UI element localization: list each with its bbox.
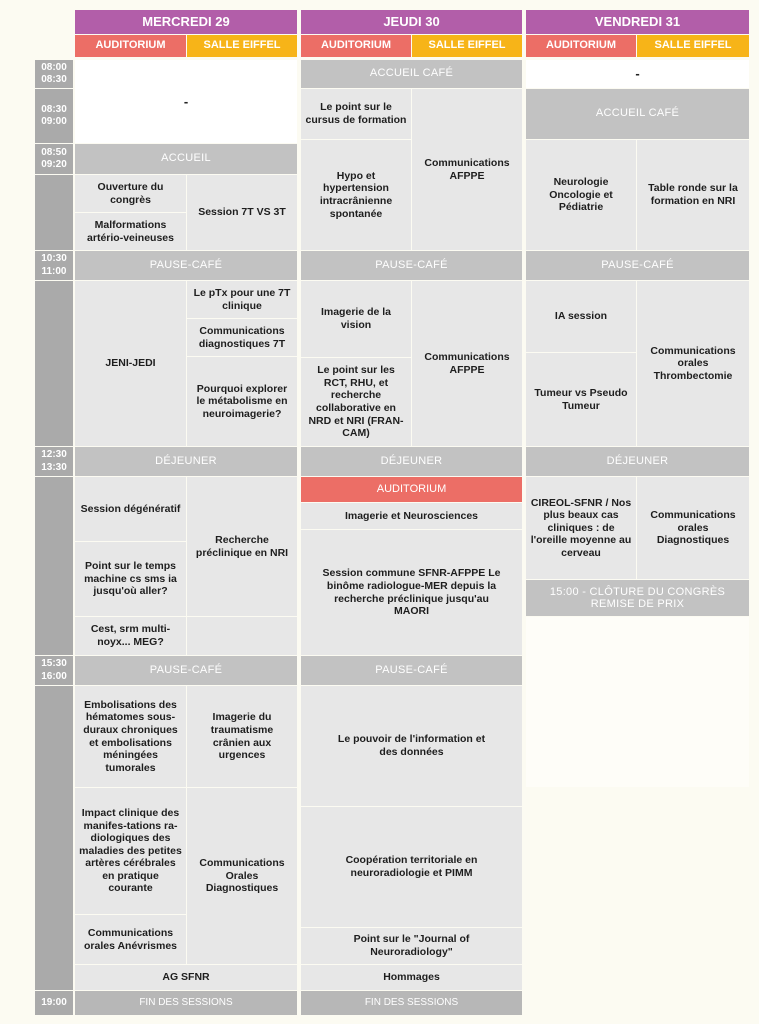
session-malformations[interactable]: Malformations artério-veineuses [75, 213, 186, 250]
dejeuner-band: DÉJEUNER [75, 447, 297, 476]
session-neurosciences[interactable]: Imagerie et Neurosciences [301, 503, 522, 529]
auditorium-band: AUDITORIUM [301, 477, 522, 502]
day-header-vendredi: VENDREDI 31 [526, 10, 749, 34]
session-thrombectomie[interactable]: Communications orales Thrombectomie [637, 281, 749, 446]
session-pourquoi[interactable]: Pourquoi explorer le métabolisme en neuroimagerie? [187, 357, 297, 446]
time-spacer [35, 175, 73, 250]
session-ptx[interactable]: Le pTx pour une 7T clinique [187, 281, 297, 318]
room-auditorium: AUDITORIUM [75, 35, 186, 57]
session-recherche-preclinique[interactable]: Recherche préclinique en NRI [187, 477, 297, 616]
session-ag-sfnr[interactable]: AG SFNR [75, 965, 297, 990]
session-embolisations[interactable]: Embolisations des hématomes sous-duraux chroniques et embolisations méningées tumorales [75, 686, 186, 787]
session-cooperation[interactable]: Coopération territoriale en neuroradiologie et PIMM [301, 807, 522, 927]
session-journal[interactable]: Point sur le "Journal of Neuroradiology" [301, 928, 522, 964]
pause-cafe-band: PAUSE-CAFÉ [75, 656, 297, 685]
accueil-cafe-band: ACCUEIL CAFÉ [301, 60, 522, 88]
time-slot: 08:00 08:30 [35, 60, 73, 88]
fin-des-sessions: FIN DES SESSIONS [301, 991, 522, 1015]
session-comm-afppe[interactable]: Communications AFPPE [412, 281, 522, 446]
time-spacer [35, 686, 73, 990]
time-slot: 08:50 09:20 [35, 144, 73, 174]
session-neurologie[interactable]: Neurologie Oncologie et Pédiatrie [526, 140, 636, 250]
day-header-mercredi: MERCREDI 29 [75, 10, 297, 34]
time-slot: 19:00 [35, 991, 73, 1015]
dejeuner-band: DÉJEUNER [526, 447, 749, 476]
session-imagerie-traumatisme[interactable]: Imagerie du traumatisme crânien aux urgences [187, 686, 297, 787]
time-slot: 15:30 16:00 [35, 656, 73, 685]
session-comm-diag-7t[interactable]: Communications diagnostiques 7T [187, 319, 297, 356]
time-spacer [35, 281, 73, 446]
time-spacer [35, 477, 73, 655]
fin-des-sessions: FIN DES SESSIONS [75, 991, 297, 1015]
empty-slot: - [526, 60, 749, 88]
session-7t-vs-3t[interactable]: Session 7T VS 3T [187, 175, 297, 250]
session-hommages[interactable]: Hommages [301, 965, 522, 990]
session-vision[interactable]: Imagerie de la vision [301, 281, 411, 357]
empty-slot: - [75, 60, 297, 143]
session-commune-sfnr-afppe[interactable]: Session commune SFNR-AFPPE Le binôme radiologue-MER depuis la recherche préclinique jusqu'au MAORI [301, 530, 522, 655]
cloture-band: 15:00 - CLÔTURE DU CONGRÈS REMISE DE PRIX [526, 580, 749, 616]
room-auditorium: AUDITORIUM [301, 35, 411, 57]
pause-cafe-band: PAUSE-CAFÉ [75, 251, 297, 280]
session-degeneratif[interactable]: Session dégénératif [75, 477, 186, 541]
session-ia[interactable]: IA session [526, 281, 636, 352]
session-comm-orales-diag[interactable]: Communications Orales Diagnostiques [187, 788, 297, 964]
session-jeni-jedi[interactable]: JENI-JEDI [75, 281, 186, 446]
empty-area [526, 617, 749, 787]
room-salle-eiffel: SALLE EIFFEL [637, 35, 749, 57]
session-ouverture[interactable]: Ouverture du congrès [75, 175, 186, 212]
session-cursus[interactable]: Le point sur le cursus de formation [301, 89, 411, 139]
session-impact-clinique[interactable]: Impact clinique des manifes-tations ra-diologiques des maladies des petites artères cérébrales en pratique courante [75, 788, 186, 914]
accueil-band: ACCUEIL [75, 144, 297, 174]
session-comm-anevrismes[interactable]: Communications orales Anévrismes [75, 915, 186, 964]
time-slot: 12:30 13:30 [35, 447, 73, 476]
session-point-temps[interactable]: Point sur le temps machine cs sms ia jusqu'où aller? [75, 542, 186, 616]
pause-cafe-band: PAUSE-CAFÉ [526, 251, 749, 280]
time-slot: 10:30 11:00 [35, 251, 73, 280]
accueil-cafe-band: ACCUEIL CAFÉ [526, 89, 749, 139]
pause-cafe-band: PAUSE-CAFÉ [301, 656, 522, 685]
day-header-jeudi: JEUDI 30 [301, 10, 522, 34]
session-rct-rhu[interactable]: Le point sur les RCT, RHU, et recherche collaborative en NRD et NRI (FRAN-CAM) [301, 358, 411, 446]
pause-cafe-band: PAUSE-CAFÉ [301, 251, 522, 280]
room-salle-eiffel: SALLE EIFFEL [412, 35, 522, 57]
room-auditorium: AUDITORIUM [526, 35, 636, 57]
session-cireol[interactable]: CIREOL-SFNR / Nos plus beaux cas cliniques : de l'oreille moyenne au cerveau [526, 477, 636, 579]
session-comm-afppe[interactable]: Communications AFPPE [412, 89, 522, 250]
session-pouvoir-information[interactable]: Le pouvoir de l'information et des données [301, 686, 522, 806]
session-hypo-hypertension[interactable]: Hypo et hypertension intracrânienne spontanée [301, 140, 411, 250]
session-comm-orales-diag[interactable]: Communications orales Diagnostiques [637, 477, 749, 579]
session-cest[interactable]: Cest, srm multi-noyx... MEG? [75, 617, 186, 655]
session-tumeur[interactable]: Tumeur vs Pseudo Tumeur [526, 353, 636, 446]
session-table-ronde[interactable]: Table ronde sur la formation en NRI [637, 140, 749, 250]
time-slot: 08:30 09:00 [35, 89, 73, 143]
dejeuner-band: DÉJEUNER [301, 447, 522, 476]
room-salle-eiffel: SALLE EIFFEL [187, 35, 297, 57]
empty-cell [187, 617, 297, 655]
